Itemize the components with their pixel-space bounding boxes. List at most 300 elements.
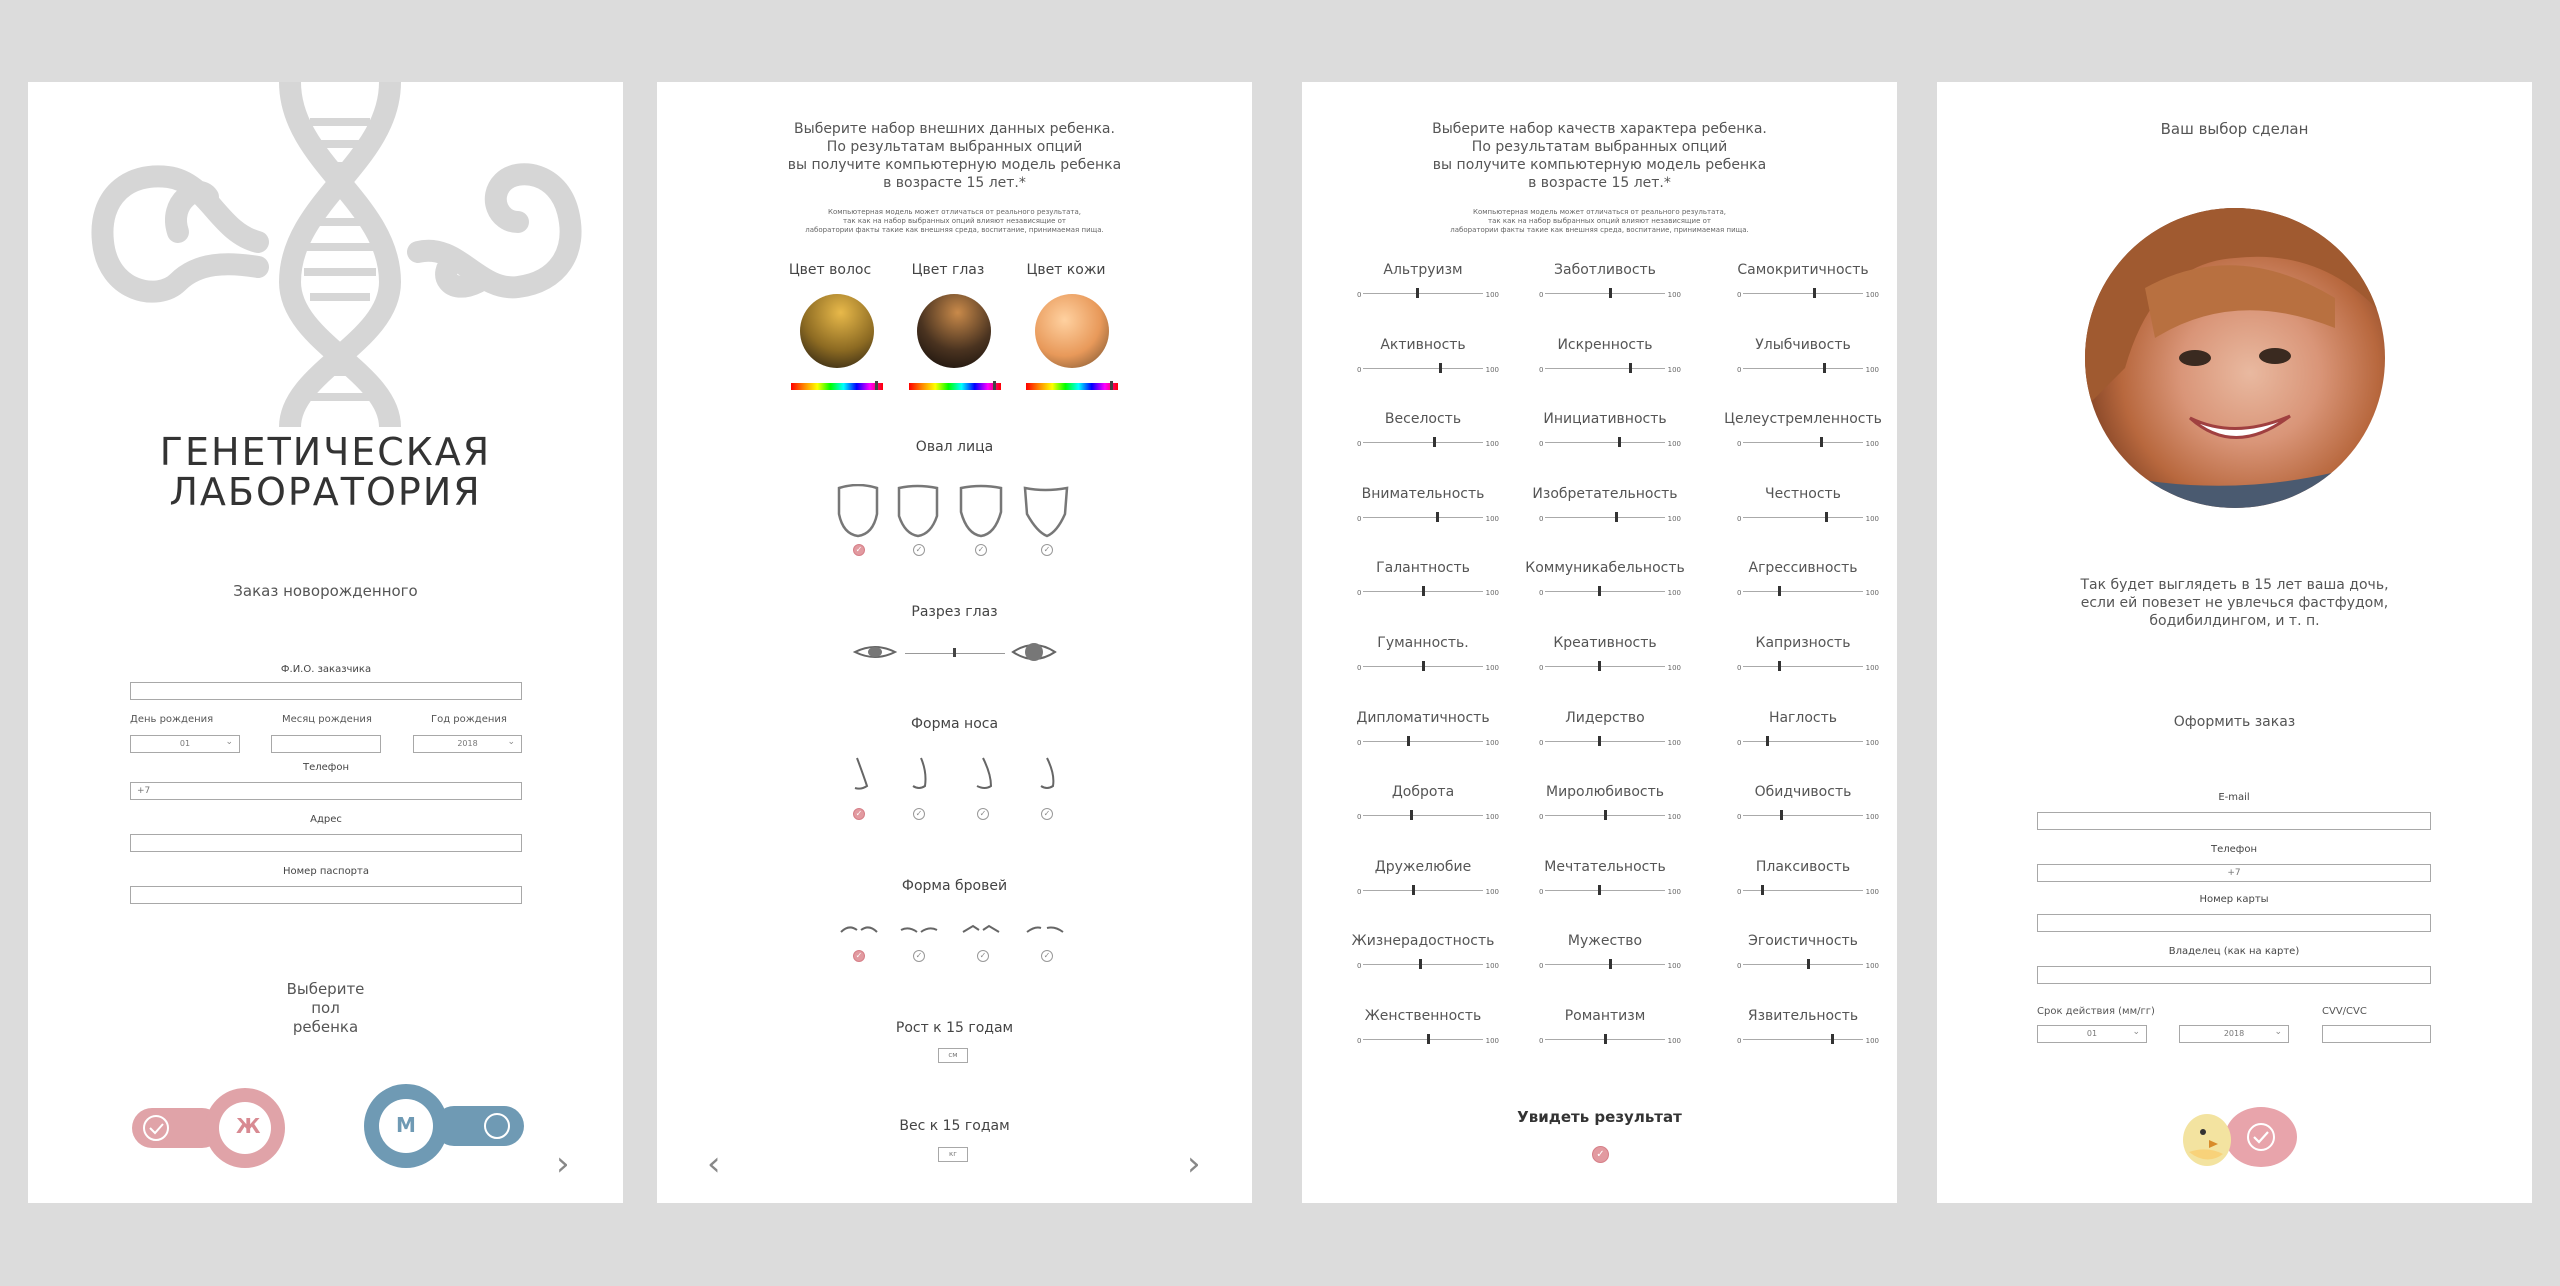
day-select[interactable] <box>130 735 240 753</box>
trait-slider[interactable] <box>1510 560 1700 596</box>
trait-max: 100 <box>1485 664 1499 672</box>
trait-track[interactable] <box>1357 288 1499 299</box>
trait-label: Гуманность. <box>1377 635 1469 651</box>
trait-knob[interactable] <box>1831 1034 1834 1044</box>
phone-input[interactable]: +7 <box>130 782 522 800</box>
desc-line-2: если ей повезет не увлечься фастфудом, <box>2080 595 2389 611</box>
trait-knob[interactable] <box>1761 885 1764 895</box>
trait-line <box>1363 293 1483 294</box>
brow-check-1[interactable]: ✓ <box>853 950 865 962</box>
trait-slider[interactable] <box>1708 337 1897 373</box>
expiry-month-select[interactable] <box>2037 1025 2147 1043</box>
hair-color-picker[interactable] <box>800 294 874 368</box>
brow-shape-3-icon <box>963 926 999 932</box>
weight-input[interactable]: кг <box>938 1147 968 1162</box>
trait-label: Плаксивость <box>1755 858 1851 875</box>
trait-slider[interactable] <box>1708 1008 1897 1044</box>
heading-line-2: По результатам выбранных опций <box>826 139 1083 155</box>
trait-min: 0 <box>1357 962 1362 971</box>
note-line-2: так как на набор выбранных опций влияют независящие от <box>843 217 1066 225</box>
trait-knob[interactable] <box>1604 810 1607 820</box>
panel-character <box>1302 82 1897 1203</box>
trait-track[interactable] <box>1737 437 1879 449</box>
trait-max: 100 <box>1865 1037 1879 1045</box>
nose-shape-3-icon <box>977 758 991 788</box>
male-toggle-icon <box>364 1082 524 1170</box>
trait-track[interactable] <box>1539 512 1681 523</box>
trait-line <box>1545 442 1665 443</box>
trait-max: 100 <box>1485 514 1499 523</box>
choose-line-2: пол <box>311 999 340 1017</box>
trait-min: 0 <box>1737 440 1742 449</box>
trait-slider[interactable] <box>1328 710 1518 746</box>
panel-appearance <box>657 82 1252 1203</box>
trait-slider[interactable] <box>1328 262 1518 298</box>
nose-check-4[interactable]: ✓ <box>1041 808 1053 820</box>
hue-knob[interactable] <box>1110 381 1113 390</box>
trait-min: 0 <box>1539 664 1544 672</box>
female-toggle-icon <box>132 1086 287 1170</box>
trait-slider[interactable] <box>1708 859 1897 895</box>
trait-line <box>1743 368 1863 369</box>
trait-slider[interactable] <box>1510 262 1700 298</box>
trait-slider[interactable] <box>1708 262 1897 298</box>
appearance-heading <box>657 120 1252 192</box>
address-input[interactable] <box>130 834 522 852</box>
female-button[interactable] <box>132 1086 287 1170</box>
trait-knob[interactable] <box>1778 586 1781 596</box>
title-line-1: ГЕНЕТИЧЕСКАЯ <box>159 430 492 474</box>
card-number-label: Номер карты <box>2199 894 2269 905</box>
trait-line <box>1743 741 1863 742</box>
eye-color-picker[interactable] <box>917 294 991 368</box>
trait-label: Альтруизм <box>1383 262 1463 278</box>
heading-line-1: Выберите набор внешних данных ребенка. <box>794 121 1115 137</box>
trait-max: 100 <box>1667 738 1681 747</box>
trait-knob[interactable] <box>1422 661 1425 671</box>
trait-knob[interactable] <box>1433 437 1436 447</box>
trait-knob[interactable] <box>1419 959 1422 969</box>
trait-slider[interactable] <box>1708 635 1897 671</box>
trait-track[interactable] <box>1357 1034 1499 1045</box>
desc-line-1: Так будет выглядеть в 15 лет ваша дочь, <box>2080 577 2389 593</box>
card-holder-label: Владелец (как на карте) <box>2168 946 2300 957</box>
trait-track[interactable] <box>1539 437 1681 449</box>
trait-knob[interactable] <box>1615 512 1618 522</box>
trait-max: 100 <box>1667 813 1681 822</box>
desc-line-3: бодибилдингом, и т. п. <box>2149 613 2320 629</box>
nose-check-1[interactable]: ✓ <box>853 808 865 820</box>
trait-knob[interactable] <box>1825 512 1828 522</box>
trait-line <box>1743 964 1863 965</box>
trait-track[interactable] <box>1737 512 1879 523</box>
skin-color-label: Цвет кожи <box>1026 262 1106 278</box>
trait-label: Изобретательность <box>1532 485 1678 502</box>
order-title: Оформить заказ <box>2173 714 2296 730</box>
height-input[interactable]: см <box>938 1048 968 1063</box>
trait-label: Наглость <box>1768 709 1838 726</box>
result-check-icon[interactable]: ✓ <box>1592 1146 1609 1163</box>
trait-max: 100 <box>1667 365 1681 374</box>
trait-line <box>1743 1039 1863 1040</box>
trait-min: 0 <box>1539 589 1544 598</box>
trait-min: 0 <box>1357 1037 1362 1045</box>
result-heading: Ваш выбор сделан <box>2160 120 2309 138</box>
trait-slider[interactable] <box>1708 784 1897 820</box>
trait-max: 100 <box>1667 291 1681 299</box>
month-select[interactable] <box>271 735 381 753</box>
trait-track[interactable] <box>1357 661 1499 672</box>
skin-hue-slider[interactable] <box>1026 383 1118 390</box>
trait-slider[interactable] <box>1510 1008 1700 1044</box>
trait-max: 100 <box>1667 589 1681 598</box>
brow-check-2[interactable]: ✓ <box>913 950 925 962</box>
trait-slider[interactable] <box>1328 337 1518 373</box>
trait-track[interactable] <box>1539 1034 1681 1045</box>
trait-max: 100 <box>1485 589 1499 598</box>
trait-max: 100 <box>1667 962 1681 971</box>
trait-min: 0 <box>1539 365 1544 374</box>
trait-knob[interactable] <box>1439 363 1442 373</box>
choose-line-3: ребенка <box>292 1018 359 1036</box>
trait-knob[interactable] <box>1609 959 1612 969</box>
trait-slider[interactable] <box>1328 635 1518 671</box>
brow-check-4[interactable]: ✓ <box>1041 950 1053 962</box>
trait-line <box>1363 1039 1483 1040</box>
trait-knob[interactable] <box>1598 586 1601 596</box>
trait-max: 100 <box>1865 962 1879 971</box>
trait-max: 100 <box>1865 887 1879 896</box>
trait-label: Женственность <box>1364 1008 1482 1024</box>
trait-knob[interactable] <box>1598 736 1601 746</box>
trait-knob[interactable] <box>1609 288 1612 298</box>
hue-knob[interactable] <box>993 381 996 390</box>
trait-track[interactable] <box>1539 288 1681 299</box>
face-shape-2-icon <box>899 486 937 536</box>
trait-track[interactable] <box>1737 810 1879 822</box>
choose-line-1: Выберите <box>286 980 365 998</box>
face-shape-4-icon <box>1025 488 1067 536</box>
trait-slider[interactable] <box>1510 933 1700 969</box>
trait-track[interactable] <box>1737 661 1879 672</box>
trait-slider[interactable] <box>1510 337 1700 373</box>
card-holder-input[interactable] <box>2037 966 2431 984</box>
phone-label: Телефон <box>302 762 349 773</box>
fio-input[interactable] <box>130 682 522 700</box>
chevron-down-icon: ⌄ <box>2274 1027 2282 1037</box>
trait-min: 0 <box>1539 813 1544 822</box>
phone-label: Телефон <box>2210 844 2257 855</box>
brow-shape-options[interactable] <box>839 922 1079 938</box>
trait-max: 100 <box>1485 813 1499 822</box>
trait-line <box>1743 442 1863 443</box>
address-label: Адрес <box>310 814 342 825</box>
heading-line-2: По результатам выбранных опций <box>1471 139 1728 155</box>
trait-line <box>1743 293 1863 294</box>
trait-line <box>1545 890 1665 891</box>
note-line-1: Компьютерная модель может отличаться от реального результата, <box>1472 208 1726 216</box>
heading-line-1: Выберите набор качеств характера ребенка. <box>1432 121 1767 137</box>
expiry-year-value: 2018 <box>2223 1029 2245 1038</box>
face-check-3[interactable]: ✓ <box>975 544 987 556</box>
trait-label: Миролюбивость <box>1545 784 1664 801</box>
trait-track[interactable] <box>1539 810 1681 822</box>
eye-shape-label: Разрез глаз <box>911 604 998 620</box>
eye-color-label: Цвет глаз <box>911 262 985 278</box>
trait-knob[interactable] <box>1410 810 1413 820</box>
trait-track[interactable] <box>1357 586 1499 598</box>
trait-knob[interactable] <box>1412 885 1415 895</box>
trait-slider[interactable] <box>1328 859 1518 895</box>
trait-label: Мужество <box>1567 933 1643 950</box>
trait-track[interactable] <box>1737 363 1879 374</box>
trait-min: 0 <box>1539 738 1544 747</box>
trait-line <box>1363 815 1483 816</box>
trait-min: 0 <box>1357 291 1362 299</box>
trait-track[interactable] <box>1539 959 1681 971</box>
trait-label: Креативность <box>1553 635 1657 651</box>
trait-knob[interactable] <box>1780 810 1783 820</box>
trait-knob[interactable] <box>1598 661 1601 671</box>
trait-line <box>1363 442 1483 443</box>
passport-input[interactable] <box>130 886 522 904</box>
trait-min: 0 <box>1357 589 1362 598</box>
trait-min: 0 <box>1737 962 1742 971</box>
trait-min: 0 <box>1737 589 1742 598</box>
fio-label: Ф.И.О. заказчика <box>280 664 372 675</box>
heading-line-4: в возрасте 15 лет.* <box>883 175 1026 191</box>
trait-track[interactable] <box>1737 586 1879 598</box>
height-label: Рост к 15 годам <box>895 1020 1014 1036</box>
year-label: Год рождения <box>431 714 507 725</box>
nose-shape-label: Форма носа <box>910 716 999 732</box>
month-label: Месяц рождения <box>282 714 372 725</box>
submit-order-button[interactable] <box>2179 1102 2299 1172</box>
trait-slider[interactable] <box>1708 486 1897 522</box>
skin-color-picker[interactable] <box>1035 294 1109 368</box>
child-photo <box>2085 208 2385 508</box>
trait-slider[interactable] <box>1708 411 1897 447</box>
face-check-1[interactable]: ✓ <box>853 544 865 556</box>
face-oval-label: Овал лица <box>915 439 994 455</box>
face-check-2[interactable]: ✓ <box>913 544 925 556</box>
card-number-input[interactable] <box>2037 914 2431 932</box>
trait-min: 0 <box>1737 1037 1742 1045</box>
trait-track[interactable] <box>1357 959 1499 971</box>
trait-label: Мечтательность <box>1544 858 1666 875</box>
trait-label: Эгоистичность <box>1748 933 1858 950</box>
expiry-month-value: 01 <box>2086 1029 2098 1038</box>
trait-slider[interactable] <box>1328 486 1518 522</box>
trait-line <box>1545 517 1665 518</box>
trait-slider[interactable] <box>1328 560 1518 596</box>
next-arrow-icon[interactable]: › <box>1187 1144 1201 1184</box>
brow-check-3[interactable]: ✓ <box>977 950 989 962</box>
trait-line <box>1743 517 1863 518</box>
trait-slider[interactable] <box>1510 784 1700 820</box>
trait-track[interactable] <box>1357 437 1499 449</box>
expiry-year-select[interactable] <box>2179 1025 2289 1043</box>
trait-track[interactable] <box>1357 736 1499 747</box>
trait-knob[interactable] <box>1823 363 1826 373</box>
day-value: 01 <box>179 739 191 748</box>
brow-shape-label: Форма бровей <box>901 878 1008 894</box>
trait-track[interactable] <box>1539 363 1681 374</box>
trait-track[interactable] <box>1539 586 1681 598</box>
trait-max: 100 <box>1865 291 1879 299</box>
character-note <box>1302 208 1897 235</box>
trait-slider[interactable] <box>1708 560 1897 596</box>
trait-track[interactable] <box>1737 736 1879 747</box>
trait-knob[interactable] <box>1427 1034 1430 1044</box>
trait-line <box>1363 517 1483 518</box>
trait-label: Целеустремленность <box>1724 411 1882 428</box>
trait-knob[interactable] <box>1407 736 1410 746</box>
trait-min: 0 <box>1737 664 1742 672</box>
trait-label: Улыбчивость <box>1755 336 1851 353</box>
trait-min: 0 <box>1539 1037 1544 1045</box>
trait-track[interactable] <box>1737 959 1879 971</box>
trait-track[interactable] <box>1539 885 1681 896</box>
trait-slider[interactable] <box>1328 1008 1518 1044</box>
trait-min: 0 <box>1539 887 1544 896</box>
prev-arrow-icon[interactable]: ‹ <box>707 1144 721 1184</box>
trait-knob[interactable] <box>1766 736 1769 746</box>
see-result-button[interactable]: Увидеть результат <box>1517 1108 1682 1126</box>
trait-slider[interactable] <box>1328 411 1518 447</box>
trait-knob[interactable] <box>1813 288 1816 298</box>
trait-max: 100 <box>1865 738 1879 747</box>
trait-slider[interactable] <box>1510 859 1700 895</box>
choose-sex-text <box>28 980 623 1037</box>
nose-check-3[interactable]: ✓ <box>977 808 989 820</box>
trait-knob[interactable] <box>1598 885 1601 895</box>
trait-min: 0 <box>1539 514 1544 523</box>
trait-line <box>1363 368 1483 369</box>
trait-slider[interactable] <box>1510 635 1700 671</box>
trait-line <box>1363 964 1483 965</box>
male-letter: М <box>396 1113 416 1137</box>
trait-label: Искренность <box>1557 336 1653 353</box>
trait-min: 0 <box>1357 365 1362 374</box>
trait-line <box>1545 741 1665 742</box>
trait-label: Честность <box>1765 485 1841 502</box>
trait-knob[interactable] <box>1807 959 1810 969</box>
face-oval-options[interactable] <box>837 484 1077 604</box>
chevron-down-icon: ⌄ <box>507 737 515 747</box>
trait-knob[interactable] <box>1422 586 1425 596</box>
trait-line <box>1545 368 1665 369</box>
page-subtitle: Заказ новорожденного <box>233 582 418 600</box>
trait-track[interactable] <box>1737 288 1879 299</box>
trait-track[interactable] <box>1737 1034 1879 1045</box>
trait-min: 0 <box>1357 738 1362 747</box>
note-line-3: лаборатории факты такие как внешняя среда, воспитание, принимаемая пища. <box>1450 226 1749 234</box>
trait-knob[interactable] <box>1436 512 1439 522</box>
trait-max: 100 <box>1667 664 1681 672</box>
heading-line-4: в возрасте 15 лет.* <box>1528 175 1671 191</box>
trait-min: 0 <box>1737 291 1742 299</box>
trait-knob[interactable] <box>1820 437 1823 447</box>
trait-max: 100 <box>1667 1037 1681 1045</box>
year-value: 2018 <box>457 739 478 748</box>
result-description <box>1937 576 2532 630</box>
nose-check-2[interactable]: ✓ <box>913 808 925 820</box>
phone-input[interactable]: +7 <box>2037 864 2431 882</box>
trait-slider[interactable] <box>1708 933 1897 969</box>
email-input[interactable] <box>2037 812 2431 830</box>
trait-label: Заботливость <box>1554 262 1656 278</box>
trait-slider[interactable] <box>1510 710 1700 746</box>
trait-knob[interactable] <box>1618 437 1621 447</box>
nose-shape-4-icon <box>1041 758 1053 788</box>
hue-knob[interactable] <box>875 381 878 390</box>
trait-label: Внимательность <box>1361 485 1485 502</box>
trait-label: Лидерство <box>1565 709 1645 726</box>
trait-track[interactable] <box>1357 512 1499 523</box>
email-label: E-mail <box>2218 792 2250 803</box>
trait-max: 100 <box>1865 514 1879 523</box>
trait-slider[interactable] <box>1328 933 1518 969</box>
trait-label: Дипломатичность <box>1356 709 1490 726</box>
trait-max: 100 <box>1485 962 1499 971</box>
panel-result <box>1937 82 2532 1203</box>
chevron-down-icon: ⌄ <box>225 737 233 747</box>
narrow-eye-icon <box>853 642 897 662</box>
nose-shape-options[interactable] <box>847 756 1077 800</box>
trait-label: Самокритичность <box>1737 262 1869 278</box>
trait-label: Веселость <box>1384 411 1462 428</box>
trait-slider[interactable] <box>1510 486 1700 522</box>
face-check-4[interactable]: ✓ <box>1041 544 1053 556</box>
trait-slider[interactable] <box>1708 710 1897 746</box>
trait-max: 100 <box>1865 589 1879 598</box>
trait-slider[interactable] <box>1510 411 1700 447</box>
trait-knob[interactable] <box>1778 661 1781 671</box>
hair-hue-slider[interactable] <box>791 383 883 390</box>
trait-max: 100 <box>1865 813 1879 822</box>
year-select[interactable] <box>413 735 522 753</box>
male-button[interactable] <box>364 1082 524 1170</box>
eye-shape-knob[interactable] <box>953 648 956 657</box>
trait-label: Агрессивность <box>1748 560 1858 577</box>
trait-line <box>1743 591 1863 592</box>
trait-line <box>1743 815 1863 816</box>
trait-knob[interactable] <box>1416 288 1419 298</box>
dna-logo-icon <box>58 82 598 427</box>
trait-line <box>1743 666 1863 667</box>
trait-knob[interactable] <box>1604 1034 1607 1044</box>
trait-track[interactable] <box>1357 885 1499 896</box>
cvv-input[interactable] <box>2322 1025 2431 1043</box>
trait-track[interactable] <box>1539 661 1681 672</box>
trait-max: 100 <box>1485 440 1499 449</box>
eye-hue-slider[interactable] <box>909 383 1001 390</box>
trait-track[interactable] <box>1539 736 1681 747</box>
trait-label: Капризность <box>1755 635 1851 651</box>
female-letter: Ж <box>236 1114 261 1138</box>
trait-track[interactable] <box>1737 885 1879 896</box>
trait-max: 100 <box>1865 365 1879 374</box>
trait-slider[interactable] <box>1328 784 1518 820</box>
note-line-2: так как на набор выбранных опций влияют независящие от <box>1488 217 1711 225</box>
trait-line <box>1545 293 1665 294</box>
trait-track[interactable] <box>1357 810 1499 822</box>
trait-track[interactable] <box>1357 363 1499 374</box>
trait-max: 100 <box>1667 440 1681 449</box>
next-arrow-icon[interactable]: › <box>556 1144 570 1184</box>
trait-knob[interactable] <box>1629 363 1632 373</box>
